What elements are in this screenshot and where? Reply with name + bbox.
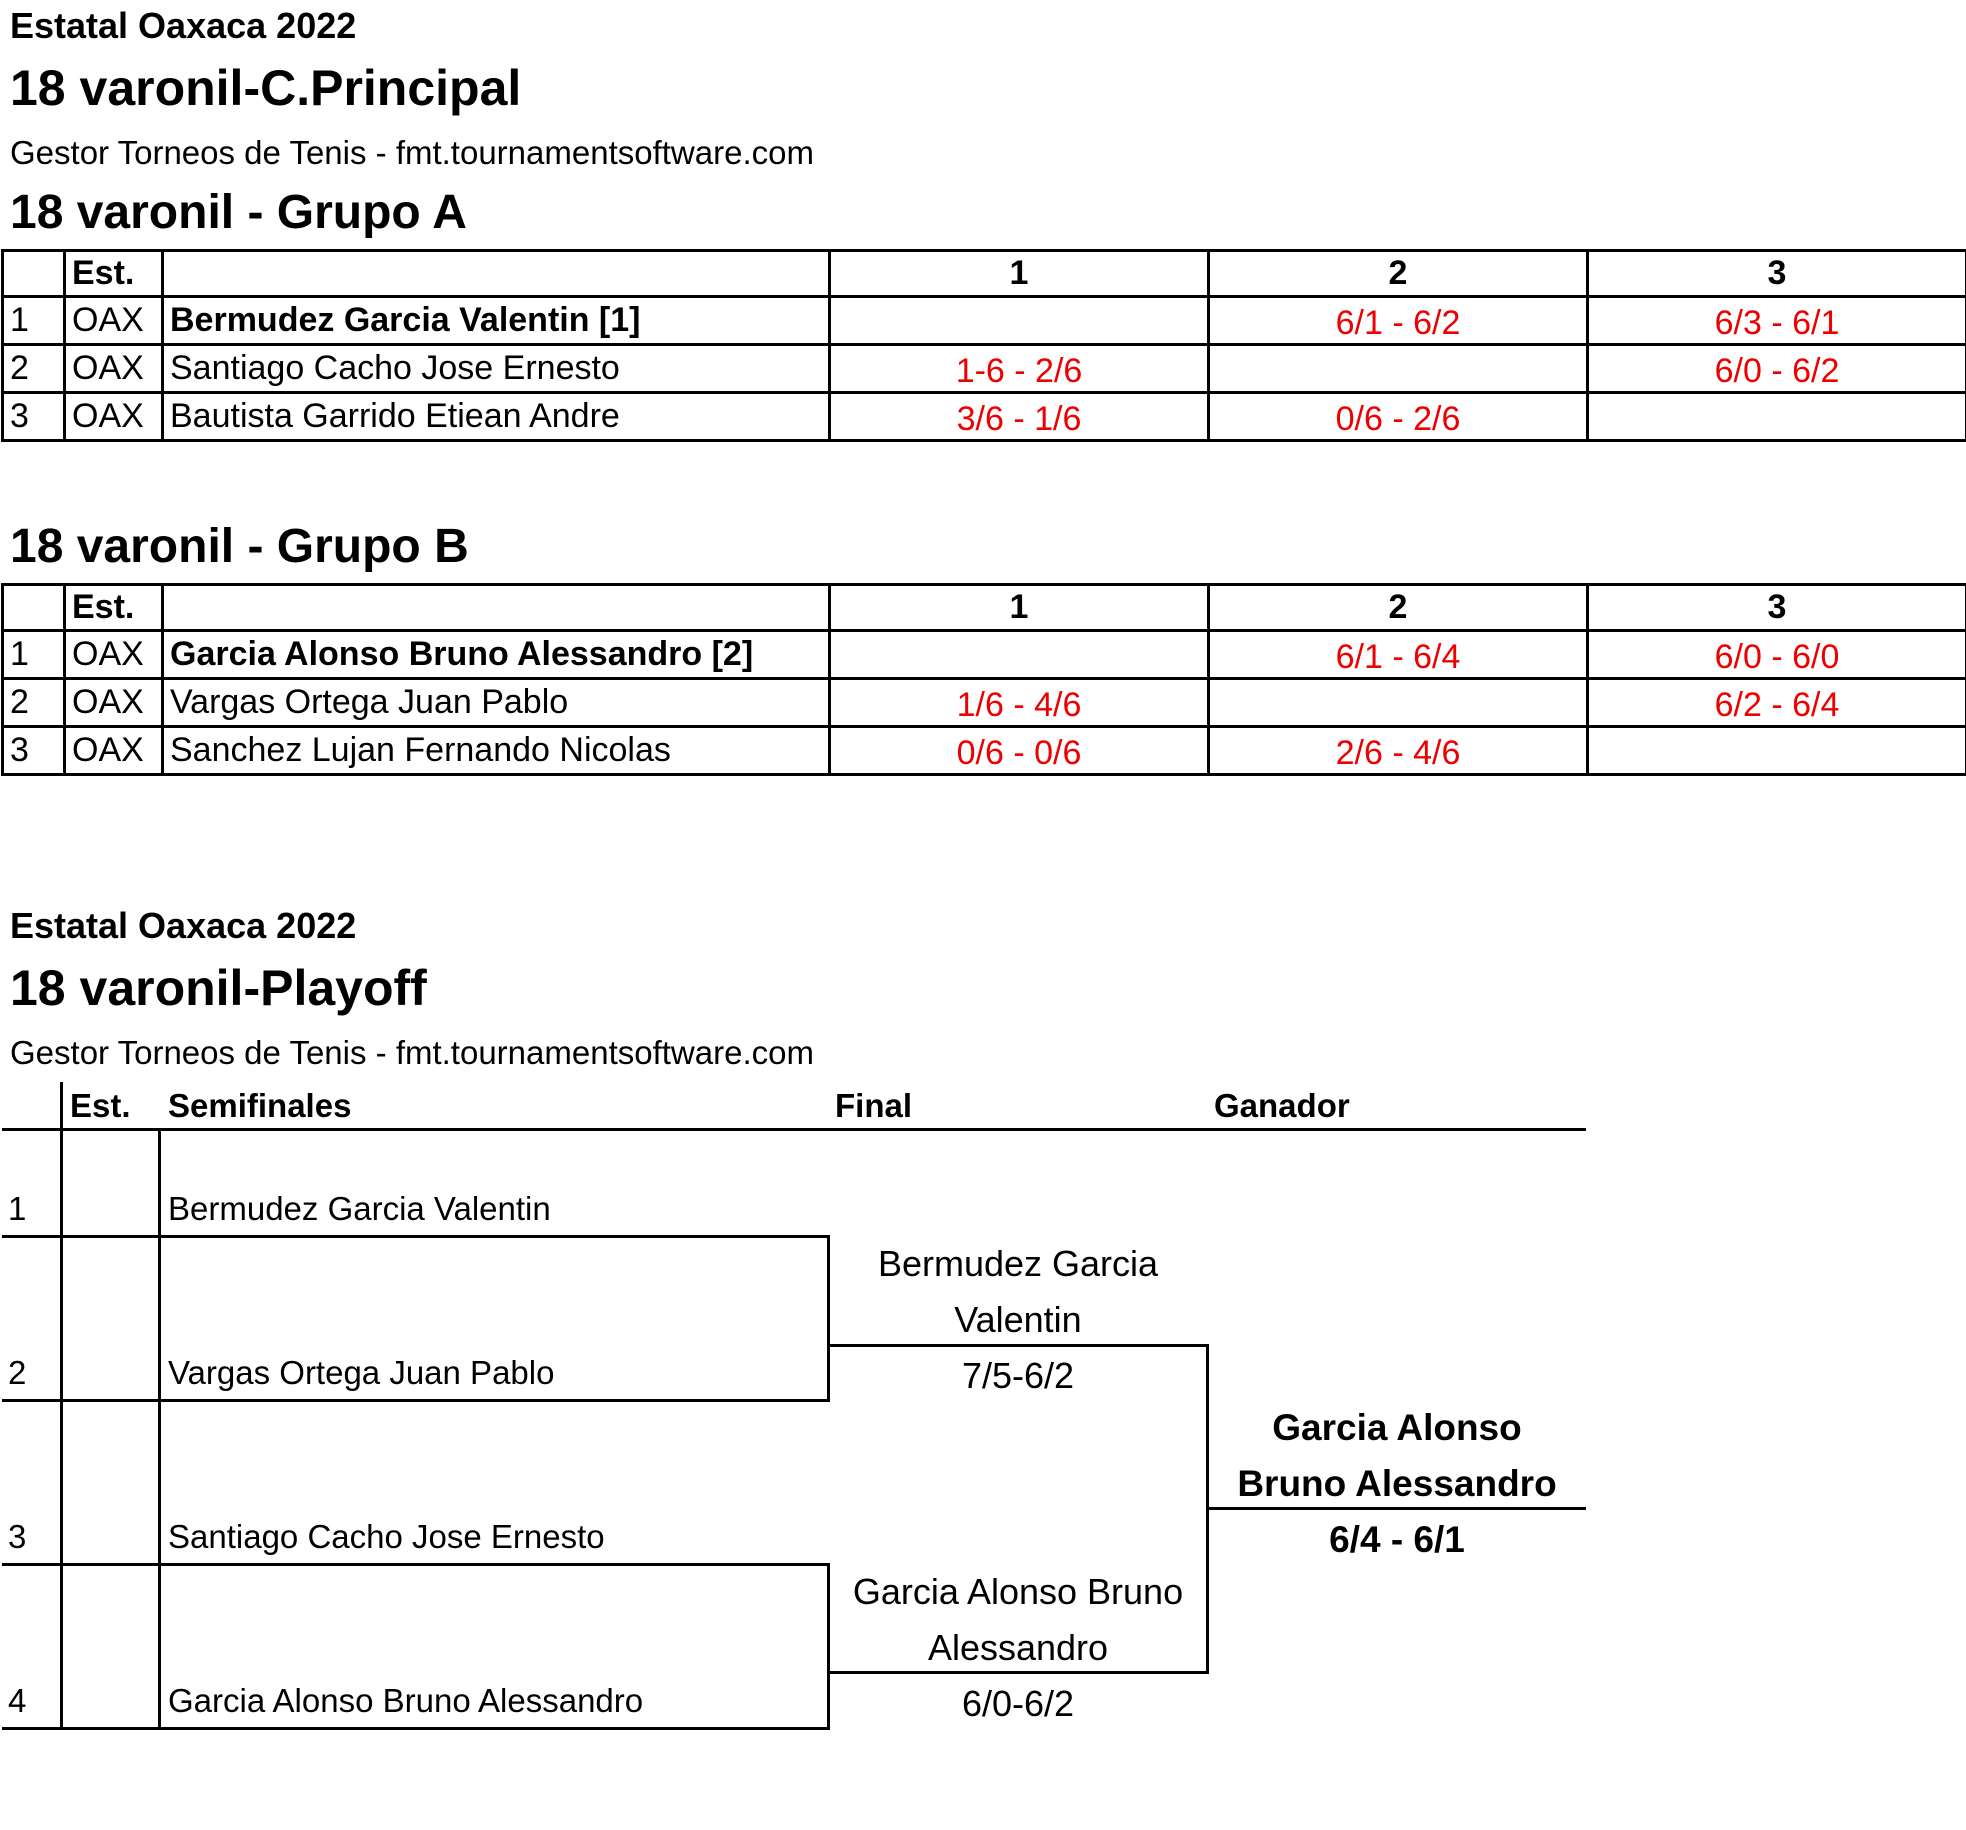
score-cell: 1-6 - 2/6 — [830, 345, 1209, 393]
seed-number: 4 — [8, 1682, 27, 1719]
winner-name-line: Garcia Alonso — [1272, 1407, 1522, 1448]
bracket-line-seed-3 — [2, 1563, 830, 1566]
winner-block — [1209, 1400, 1585, 1568]
draw-title: 18 varonil-C.Principal — [10, 60, 522, 116]
group-a-table — [1, 249, 1966, 442]
bracket-col-final: Final — [835, 1087, 913, 1124]
score-cell: 6/0 - 6/2 — [1588, 345, 1966, 393]
score-cell — [1209, 679, 1588, 727]
group-a-title: 18 varonil - Grupo A — [10, 186, 467, 239]
finalist-name-line: Bermudez Garcia — [877, 1243, 1159, 1284]
header-underline — [2, 1128, 1586, 1131]
col-1-header: 1 — [830, 251, 1209, 297]
playoff-event-title: Estatal Oaxaca 2022 — [10, 905, 357, 946]
header-divider-line — [60, 1082, 63, 1130]
table-row — [3, 727, 1966, 775]
finalist-top — [830, 1236, 1206, 1404]
score-cell: 1/6 - 4/6 — [830, 679, 1209, 727]
col-est-header: Est. — [65, 251, 163, 297]
col-1-header: 1 — [830, 585, 1209, 631]
table-row — [3, 679, 1966, 727]
group-b-title: 18 varonil - Grupo B — [10, 520, 469, 573]
group-b-table — [1, 583, 1966, 776]
bracket-line-seed-4 — [2, 1727, 830, 1730]
finalist-name-line: Garcia Alonso Bruno — [852, 1571, 1184, 1612]
col-est-header: Est. — [65, 585, 163, 631]
seed-number: 2 — [8, 1354, 27, 1391]
score-cell: 6/2 - 6/4 — [1588, 679, 1966, 727]
est-column-line — [158, 1131, 161, 1730]
semifinal-score: 6/0-6/2 — [961, 1683, 1075, 1724]
player-name-cell: Vargas Ortega Juan Pablo — [163, 679, 830, 727]
score-cell — [1588, 393, 1966, 441]
player-name-cell: Santiago Cacho Jose Ernesto — [163, 345, 830, 393]
score-cell — [1209, 345, 1588, 393]
score-cell — [830, 297, 1209, 345]
final-score: 6/4 - 6/1 — [1329, 1519, 1465, 1560]
est-cell: OAX — [65, 393, 163, 441]
score-cell — [1588, 727, 1966, 775]
semifinalist-name: Garcia Alonso Bruno Alessandro — [168, 1682, 644, 1719]
pos-cell: 3 — [3, 393, 65, 441]
bracket-line-seed-2 — [2, 1399, 830, 1402]
score-cell: 0/6 - 0/6 — [830, 727, 1209, 775]
bracket-line-seed-1 — [2, 1235, 830, 1238]
seed-number: 1 — [8, 1190, 27, 1227]
winner-name-line: Bruno Alessandro — [1237, 1463, 1557, 1504]
pos-cell: 2 — [3, 679, 65, 727]
semifinalist-name: Vargas Ortega Juan Pablo — [168, 1354, 555, 1391]
pos-column-line — [60, 1128, 63, 1730]
col-3-header: 3 — [1588, 585, 1966, 631]
col-2-header: 2 — [1209, 585, 1588, 631]
table-row — [3, 345, 1966, 393]
col-pos-header — [3, 585, 65, 631]
table-header-row — [3, 585, 1966, 631]
score-cell: 6/3 - 6/1 — [1588, 297, 1966, 345]
semifinalist-name: Bermudez Garcia Valentin — [168, 1190, 551, 1227]
pos-cell: 3 — [3, 727, 65, 775]
table-header-row — [3, 251, 1966, 297]
score-cell: 6/1 - 6/4 — [1209, 631, 1588, 679]
score-cell: 0/6 - 2/6 — [1209, 393, 1588, 441]
score-cell — [830, 631, 1209, 679]
col-name-header — [163, 585, 830, 631]
est-cell: OAX — [65, 679, 163, 727]
score-cell: 2/6 - 4/6 — [1209, 727, 1588, 775]
table-row — [3, 631, 1966, 679]
source-text: Gestor Torneos de Tenis - fmt.tournamentsoftware.com — [10, 134, 814, 171]
bracket-col-est: Est. — [70, 1087, 131, 1124]
semifinalist-name: Santiago Cacho Jose Ernesto — [168, 1518, 605, 1555]
pos-cell: 2 — [3, 345, 65, 393]
finalist-name-line: Alessandro — [927, 1627, 1109, 1668]
bracket-col-winner: Ganador — [1214, 1087, 1350, 1124]
table-row — [3, 297, 1966, 345]
player-name-cell: Sanchez Lujan Fernando Nicolas — [163, 727, 830, 775]
finalist-bottom — [830, 1564, 1206, 1732]
col-3-header: 3 — [1588, 251, 1966, 297]
player-name-cell: Bermudez Garcia Valentin [1] — [163, 297, 830, 345]
est-cell: OAX — [65, 345, 163, 393]
est-cell: OAX — [65, 631, 163, 679]
semifinal-score: 7/5-6/2 — [961, 1355, 1075, 1396]
score-cell: 6/0 - 6/0 — [1588, 631, 1966, 679]
playoff-draw-title: 18 varonil-Playoff — [10, 960, 427, 1016]
est-cell: OAX — [65, 297, 163, 345]
event-title: Estatal Oaxaca 2022 — [10, 5, 357, 46]
playoff-source-text: Gestor Torneos de Tenis - fmt.tournamentsoftware.com — [10, 1034, 814, 1071]
est-cell: OAX — [65, 727, 163, 775]
score-cell: 3/6 - 1/6 — [830, 393, 1209, 441]
finalist-name-line: Valentin — [954, 1299, 1082, 1340]
col-pos-header — [3, 251, 65, 297]
score-cell: 6/1 - 6/2 — [1209, 297, 1588, 345]
table-row — [3, 393, 1966, 441]
pos-cell: 1 — [3, 631, 65, 679]
pos-cell: 1 — [3, 297, 65, 345]
player-name-cell: Bautista Garrido Etiean Andre — [163, 393, 830, 441]
player-name-cell: Garcia Alonso Bruno Alessandro [2] — [163, 631, 830, 679]
col-name-header — [163, 251, 830, 297]
col-2-header: 2 — [1209, 251, 1588, 297]
bracket-col-semifinals: Semifinales — [168, 1087, 352, 1124]
seed-number: 3 — [8, 1518, 27, 1555]
